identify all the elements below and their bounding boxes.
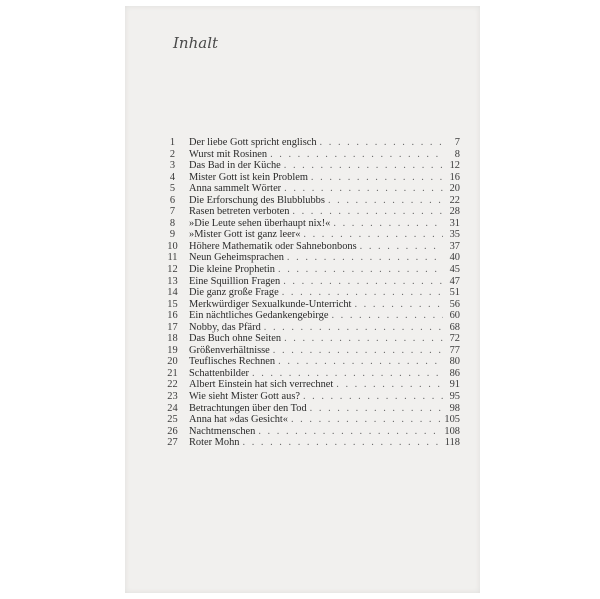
leader-dots (292, 206, 443, 218)
toc-entry (164, 391, 460, 403)
chapter-title: Eine Squillion Fragen (189, 275, 281, 287)
leader-dots (331, 310, 443, 322)
chapter-title: Nachtmenschen (189, 425, 256, 437)
page-number: 91 (449, 379, 460, 391)
chapter-title: Neun Geheimsprachen (189, 252, 284, 264)
page-number: 80 (449, 356, 460, 368)
chapter-title: Nobby, das Pfärd (189, 321, 261, 333)
leader-dots (283, 276, 443, 288)
leader-dots (287, 252, 443, 264)
leader-dots (278, 356, 443, 368)
chapter-number: 5 (169, 183, 176, 195)
page-heading: Inhalt (173, 34, 219, 52)
toc-entry (164, 241, 460, 253)
page-number: 95 (449, 391, 460, 403)
leader-dots (273, 345, 443, 357)
toc-entry (164, 137, 460, 149)
toc-entry (164, 206, 460, 218)
leader-dots (258, 426, 441, 438)
chapter-number: 23 (167, 391, 178, 403)
toc-entry (164, 195, 460, 207)
chapter-number: 3 (169, 160, 176, 172)
page-number: 22 (449, 194, 460, 206)
chapter-number: 17 (167, 321, 178, 333)
chapter-title: Teuflisches Rechnen (189, 356, 276, 368)
page-number: 31 (449, 217, 460, 229)
leader-dots (333, 218, 443, 230)
toc-entry (164, 252, 460, 264)
toc-entry (164, 437, 460, 449)
chapter-number: 7 (169, 206, 176, 218)
page-number: 20 (449, 183, 460, 195)
chapter-number: 4 (169, 171, 176, 183)
chapter-number: 16 (167, 310, 178, 322)
chapter-title: Wurst mit Rosinen (189, 148, 268, 160)
leader-dots (328, 195, 443, 207)
chapter-number: 12 (167, 264, 178, 276)
page-number: 35 (449, 229, 460, 241)
toc-entry (164, 264, 460, 276)
page-number: 8 (454, 148, 460, 160)
chapter-number: 20 (167, 356, 178, 368)
chapter-title: »Mister Gott ist ganz leer« (189, 229, 301, 241)
chapter-title: Der liebe Gott spricht englisch (189, 137, 317, 148)
toc-entry (164, 149, 460, 161)
toc-entry (164, 426, 460, 438)
toc-entry (164, 299, 460, 311)
toc-entry (164, 287, 460, 299)
chapter-title: Betrachtungen über den Tod (189, 402, 307, 414)
page-number: 47 (449, 275, 460, 287)
toc-entry (164, 356, 460, 368)
chapter-title: Die kleine Prophetin (189, 264, 275, 276)
page-number: 60 (449, 310, 460, 322)
leader-dots (336, 379, 443, 391)
chapter-number: 18 (167, 333, 178, 345)
page-number: 86 (449, 367, 460, 379)
chapter-number: 8 (169, 217, 176, 229)
leader-dots (311, 172, 443, 184)
page-number: 12 (449, 160, 460, 172)
toc-entry (164, 218, 460, 230)
page-number: 77 (449, 344, 460, 356)
chapter-number: 24 (167, 402, 178, 414)
chapter-title: Das Bad in der Küche (189, 160, 281, 172)
page-number: 40 (449, 252, 460, 264)
page-number: 37 (449, 240, 460, 252)
leader-dots (252, 368, 443, 380)
chapter-number: 19 (167, 344, 178, 356)
leader-dots (243, 437, 442, 449)
toc-entry (164, 403, 460, 415)
chapter-title: Wie sieht Mister Gott aus? (189, 391, 300, 403)
leader-dots (284, 333, 443, 345)
page-number: 105 (444, 414, 460, 426)
page-number: 56 (449, 298, 460, 310)
chapter-title: Höhere Mathematik oder Sahnebonbons (189, 240, 357, 252)
leader-dots (284, 183, 443, 195)
chapter-title: Die ganz große Frage (189, 287, 279, 299)
leader-dots (310, 403, 443, 415)
toc-entry (164, 160, 460, 172)
chapter-number: 26 (167, 425, 178, 437)
chapter-title: Roter Mohn (189, 437, 240, 449)
toc-entry (164, 414, 460, 426)
leader-dots (303, 229, 443, 241)
chapter-title: Größenverhältnisse (189, 344, 270, 356)
toc-entry (164, 276, 460, 288)
leader-dots (291, 414, 441, 426)
leader-dots (354, 299, 443, 311)
leader-dots (360, 241, 443, 253)
page-number: 45 (449, 264, 460, 276)
chapter-title: Die Erforschung des Blubblubbs (189, 194, 325, 206)
toc-entry (164, 333, 460, 345)
leader-dots (284, 160, 443, 172)
toc-entry (164, 310, 460, 322)
leader-dots (270, 149, 443, 161)
chapter-number: 1 (169, 137, 176, 148)
table-of-contents (164, 137, 460, 449)
page-number: 98 (449, 402, 460, 414)
chapter-title: Schattenbilder (189, 367, 250, 379)
chapter-number: 10 (167, 240, 178, 252)
chapter-number: 9 (169, 229, 176, 241)
chapter-title: »Die Leute sehen überhaupt nix!« (189, 217, 331, 229)
toc-entry (164, 183, 460, 195)
chapter-title: Ein nächtliches Gedankengebirge (189, 310, 329, 322)
chapter-number: 25 (167, 414, 178, 426)
page-number: 108 (444, 425, 460, 437)
leader-dots (278, 264, 443, 276)
page-number: 16 (449, 171, 460, 183)
chapter-number: 15 (167, 298, 178, 310)
page-number: 118 (444, 437, 460, 449)
chapter-title: Anna hat »das Gesicht« (189, 414, 288, 426)
page-number: 51 (449, 287, 460, 299)
toc-entry (164, 229, 460, 241)
leader-dots (303, 391, 443, 403)
page-number: 68 (449, 321, 460, 333)
chapter-number: 27 (167, 437, 178, 449)
page-number: 72 (449, 333, 460, 345)
chapter-number: 22 (167, 379, 178, 391)
toc-entry (164, 322, 460, 334)
chapter-number: 21 (167, 367, 178, 379)
leader-dots (264, 322, 443, 334)
toc-entry (164, 379, 460, 391)
chapter-title: Mister Gott ist kein Problem (189, 171, 308, 183)
chapter-number: 6 (169, 194, 176, 206)
toc-entry (164, 345, 460, 357)
leader-dots (320, 137, 443, 149)
chapter-title: Albert Einstein hat sich verrechnet (189, 379, 334, 391)
page-number: 7 (454, 137, 460, 148)
toc-entry (164, 172, 460, 184)
chapter-title: Anna sammelt Wörter (189, 183, 282, 195)
toc-entry (164, 368, 460, 380)
chapter-number: 2 (169, 148, 176, 160)
chapter-title: Rasen betreten verboten (189, 206, 290, 218)
chapter-title: Merkwürdiger Sexualkunde-Unterricht (189, 298, 352, 310)
chapter-number: 11 (167, 252, 178, 264)
chapter-title: Das Buch ohne Seiten (189, 333, 282, 345)
page-number: 28 (449, 206, 460, 218)
chapter-number: 13 (167, 275, 178, 287)
leader-dots (282, 287, 443, 299)
chapter-number: 14 (167, 287, 178, 299)
